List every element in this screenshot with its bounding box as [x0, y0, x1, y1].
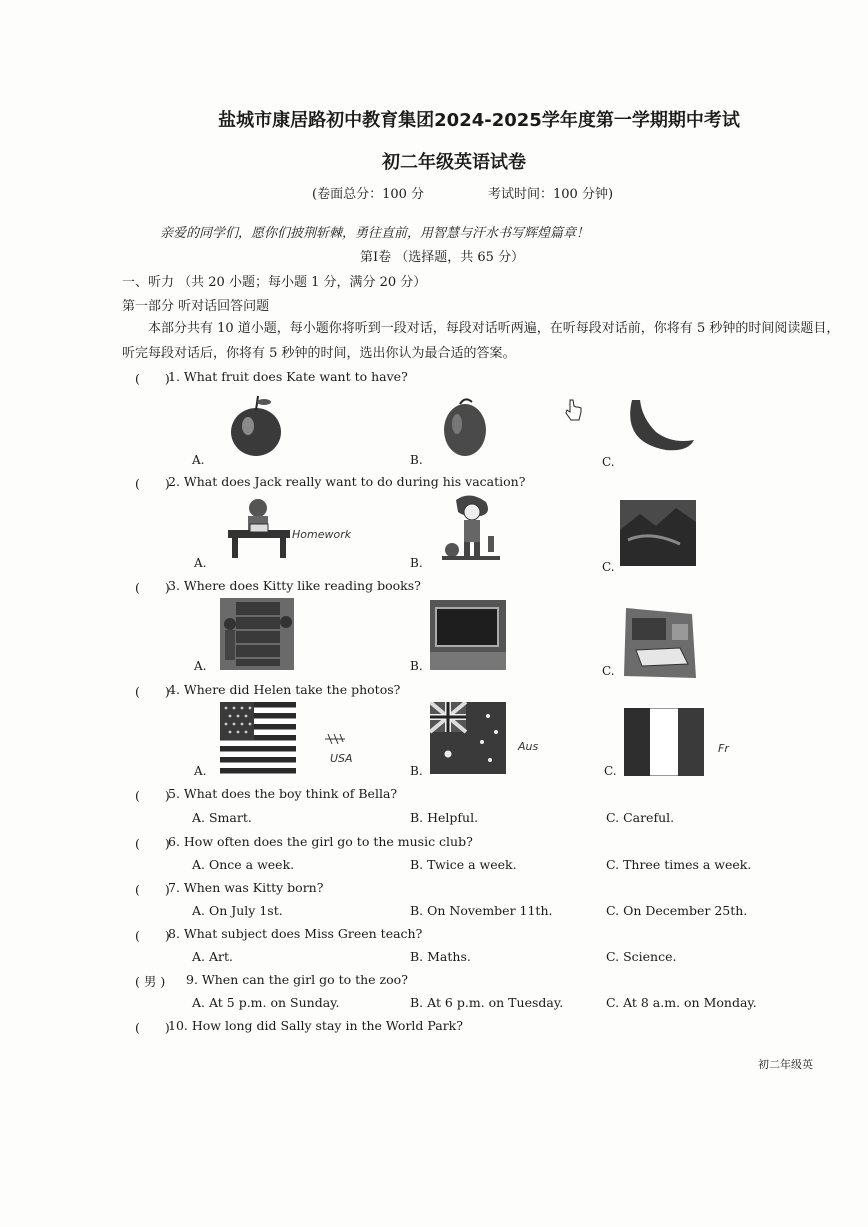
answer-blank[interactable]: ( ) — [135, 788, 170, 803]
option-b[interactable]: B. At 6 p.m. on Tuesday. — [410, 995, 564, 1010]
option-b[interactable]: B. Maths. — [410, 949, 471, 964]
landscape-photo[interactable] — [620, 500, 696, 566]
option-a[interactable]: A. At 5 p.m. on Sunday. — [192, 995, 340, 1010]
encouragement: 亲爱的同学们，愿你们披荆斩棘，勇往直前，用智慧与汗水书写辉煌篇章！ — [160, 226, 590, 241]
handwritten-note: Fr — [718, 742, 729, 755]
option-a[interactable]: A. On July 1st. — [192, 903, 283, 918]
page-footer: 初二年级英 — [758, 1058, 813, 1071]
option-a[interactable]: A. Art. — [192, 949, 233, 964]
apple-image[interactable] — [228, 392, 284, 458]
question-text: 7. When was Kitty born? — [168, 880, 324, 895]
classroom-image[interactable] — [430, 600, 506, 670]
answer-blank[interactable]: ( ) — [135, 882, 170, 897]
instructions: 本部分共有 10 道小题，每小题你将听到一段对话，每段对话听两遍，在听每段对话前，你将有 5 秒钟的时间阅读题目，听完每段对话后，你将有 5 秒钟的时间，选出你认为最合适的答案。 — [122, 321, 840, 361]
handwritten-note: USA — [330, 752, 353, 765]
option-a-label: A. — [194, 764, 207, 778]
option-c-label: C. — [602, 455, 615, 469]
option-b-label: B. — [410, 659, 423, 673]
option-c[interactable]: C. Three times a week. — [606, 857, 752, 872]
question-text: 1. What fruit does Kate want to have? — [168, 369, 408, 384]
exam-subtitle: 初二年级英语试卷 — [382, 152, 526, 173]
option-c[interactable]: C. At 8 a.m. on Monday. — [606, 995, 757, 1010]
option-b-label: B. — [410, 453, 423, 467]
question-text: 4. Where did Helen take the photos? — [168, 682, 401, 697]
question-text: 6. How often does the girl go to the music club? — [168, 834, 473, 849]
option-a-label: A. — [194, 659, 207, 673]
cursor-hand-icon — [562, 398, 584, 424]
usa-flag-image[interactable] — [220, 702, 296, 774]
library-image[interactable] — [220, 598, 294, 670]
option-c[interactable]: C. On December 25th. — [606, 903, 748, 918]
option-c-label: C. — [602, 560, 615, 574]
option-c-label: C. — [602, 664, 615, 678]
option-c[interactable]: C. Careful. — [606, 810, 675, 825]
answer-blank[interactable]: ( ) — [135, 836, 170, 851]
question-text: 10. How long did Sally stay in the World Park? — [168, 1018, 463, 1033]
orange-image[interactable] — [442, 394, 488, 458]
option-b-label: B. — [410, 556, 423, 570]
banana-image[interactable] — [622, 396, 696, 454]
exam-time: 考试时间：100 分钟) — [488, 187, 614, 202]
option-b[interactable]: B. On November 11th. — [410, 903, 553, 918]
answer-blank[interactable]: ( ) — [135, 928, 170, 943]
australia-flag-image[interactable] — [430, 702, 506, 774]
bedroom-image[interactable] — [622, 604, 698, 682]
answer-blank[interactable]: ( ) — [135, 580, 170, 595]
option-b[interactable]: B. Twice a week. — [410, 857, 517, 872]
option-a-label: A. — [192, 453, 205, 467]
option-a-label: A. — [194, 556, 207, 570]
question-text: 9. When can the girl go to the zoo? — [186, 972, 408, 987]
volume-heading: 第Ⅰ卷 （选择题，共 65 分） — [360, 250, 525, 265]
option-c[interactable]: C. Science. — [606, 949, 677, 964]
handwritten-note: Aus — [518, 740, 539, 753]
listening-heading: 一、听力 （共 20 小题；每小题 1 分，满分 20 分） — [122, 275, 427, 290]
answer-blank[interactable]: ( 男 ) — [135, 974, 166, 989]
option-b[interactable]: B. Helpful. — [410, 810, 479, 825]
question-text: 8. What subject does Miss Green teach? — [168, 926, 423, 941]
handwritten-note: Homework — [292, 528, 352, 541]
part-one-heading: 第一部分 听对话回答问题 — [122, 299, 270, 314]
answer-blank[interactable]: ( ) — [135, 371, 170, 386]
question-text: 2. What does Jack really want to do during his vacation? — [168, 474, 526, 489]
option-b-label: B. — [410, 764, 423, 778]
exam-title: 盐城市康居路初中教育集团2024-2025学年度第一学期期中考试 — [218, 110, 740, 131]
option-a[interactable]: A. Once a week. — [192, 857, 295, 872]
option-a[interactable]: A. Smart. — [192, 810, 252, 825]
question-text: 3. Where does Kitty like reading books? — [168, 578, 421, 593]
scribble-mark — [324, 732, 346, 746]
answer-blank[interactable]: ( ) — [135, 1020, 170, 1035]
total-score: (卷面总分：100 分 — [312, 187, 425, 202]
question-text: 5. What does the boy think of Bella? — [168, 786, 398, 801]
studying-boy-image[interactable] — [226, 496, 292, 560]
italy-flag-image[interactable] — [624, 708, 704, 776]
playing-boy-image[interactable] — [440, 494, 502, 564]
answer-blank[interactable]: ( ) — [135, 684, 170, 699]
answer-blank[interactable]: ( ) — [135, 476, 170, 491]
option-c-label: C. — [604, 764, 617, 778]
